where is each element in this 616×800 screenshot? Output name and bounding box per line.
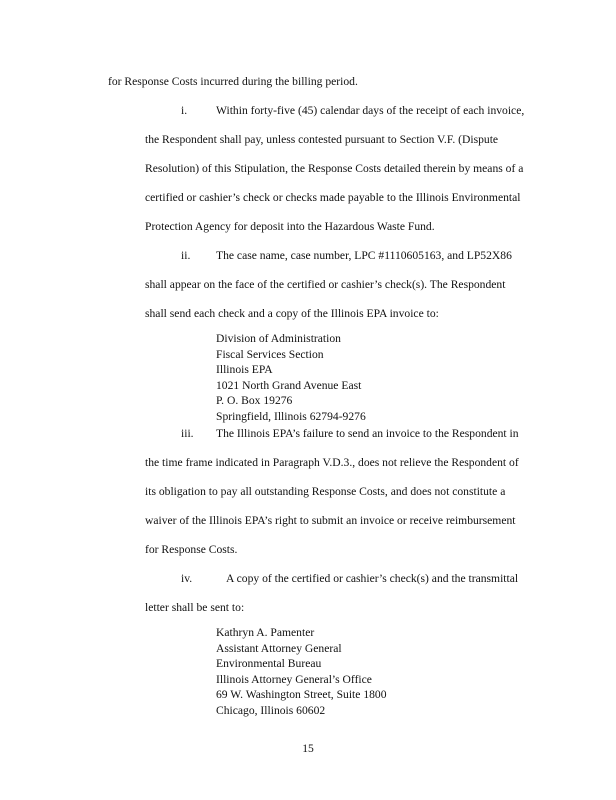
- address-line: Kathryn A. Pamenter: [216, 626, 315, 639]
- address-line: Assistant Attorney General: [216, 641, 342, 655]
- item-iii-line-1: The Illinois EPA’s failure to send an invoice to the Respondent in: [216, 427, 519, 440]
- item-iv-line-1: A copy of the certified or cashier’s check(s) and the transmittal: [226, 572, 519, 585]
- item-iv-line-2: letter shall be sent to:: [145, 601, 245, 614]
- item-i-line-5: Protection Agency for deposit into the Hazardous Waste Fund.: [145, 220, 435, 233]
- page-number: 15: [302, 742, 314, 755]
- address-line: Illinois Attorney General’s Office: [216, 672, 372, 686]
- opening-line: for Response Costs incurred during the billing period.: [108, 75, 358, 88]
- address-line: 69 W. Washington Street, Suite 1800: [216, 688, 387, 701]
- item-iii-line-2: the time frame indicated in Paragraph V.D.3., does not relieve the Respondent of: [145, 456, 519, 469]
- address-line: 1021 North Grand Avenue East: [216, 378, 362, 392]
- address-line: Illinois EPA: [216, 363, 273, 376]
- item-iv-numeral: iv.: [181, 572, 193, 585]
- address-line: Division of Administration: [216, 332, 341, 345]
- address-line: Fiscal Services Section: [216, 347, 324, 361]
- item-iii-line-4: waiver of the Illinois EPA’s right to submit an invoice or receive reimbursement: [145, 514, 516, 527]
- item-iii-numeral: iii.: [181, 427, 194, 440]
- item-ii-line-3: shall send each check and a copy of the Illinois EPA invoice to:: [145, 307, 439, 320]
- address-block-attorney-general: [216, 625, 387, 718]
- item-i-line-2: the Respondent shall pay, unless contested pursuant to Section V.F. (Dispute: [145, 133, 499, 146]
- address-line: P. O. Box 19276: [216, 394, 293, 407]
- item-ii-line-1: The case name, case number, LPC #1110605163, and LP52X86: [216, 249, 512, 262]
- item-i-numeral: i.: [181, 104, 188, 117]
- address-line: Chicago, Illinois 60602: [216, 703, 326, 717]
- item-i-line-1: Within forty-five (45) calendar days of the receipt of each invoice,: [216, 104, 525, 117]
- address-line: Springfield, Illinois 62794-9276: [216, 409, 366, 423]
- address-line: Environmental Bureau: [216, 657, 322, 670]
- item-iii-line-3: its obligation to pay all outstanding Response Costs, and does not constitute a: [145, 485, 506, 498]
- item-i-line-4: certified or cashier’s check or checks made payable to the Illinois Environmental: [145, 191, 521, 204]
- item-ii-line-2: shall appear on the face of the certified or cashier’s check(s). The Respondent: [145, 278, 506, 291]
- address-block-illinois-epa: [216, 331, 366, 424]
- item-iii-line-5: for Response Costs.: [145, 543, 238, 556]
- item-ii-numeral: ii.: [181, 249, 191, 262]
- item-i-line-3: Resolution) of this Stipulation, the Response Costs detailed therein by means of a: [145, 162, 524, 175]
